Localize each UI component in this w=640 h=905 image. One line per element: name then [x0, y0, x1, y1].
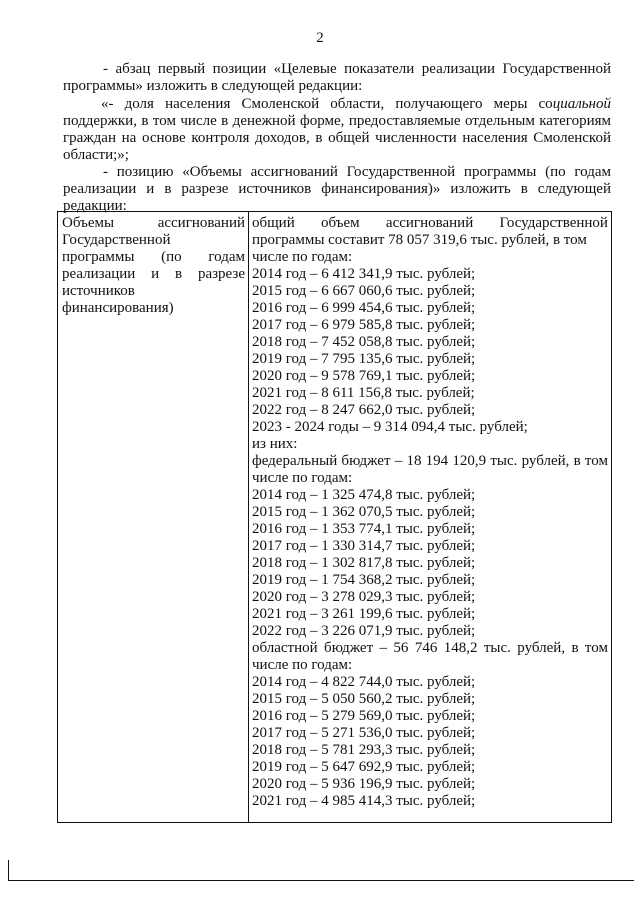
funding-table-value-cell: [249, 212, 611, 822]
footer-corner-mark: [8, 860, 9, 880]
federal-year-line: 2017 год – 1 330 314,7 тыс. рублей;: [252, 538, 476, 554]
page-number: 2: [316, 30, 324, 46]
total-by-year-list: [252, 266, 608, 436]
regional-year-line: 2017 год – 5 271 536,0 тыс. рублей;: [252, 725, 476, 741]
total-year-line: 2023 - 2024 годы – 9 314 094,4 тыс. рублей;: [252, 419, 528, 435]
total-year-line: 2016 год – 6 999 454,6 тыс. рублей;: [252, 300, 476, 316]
funding-label-line: [62, 266, 245, 283]
funding-table-label: [62, 215, 245, 317]
total-year-line: 2021 год – 8 611 156,8 тыс. рублей;: [252, 385, 475, 401]
total-header-first-line: [252, 215, 608, 232]
funding-label-word: финансирования): [62, 300, 174, 316]
total-header-word: общий: [252, 215, 295, 231]
regional-year-line: 2020 год – 5 936 196,9 тыс. рублей;: [252, 776, 476, 792]
funding-label-word: в: [175, 266, 183, 282]
funding-label-line: [62, 249, 245, 266]
federal-budget-header: федеральный бюджет – 18 194 120,9 тыс. рублей, в том числе по годам:: [252, 453, 608, 486]
footer-rule: [8, 880, 634, 881]
total-year-line: 2022 год – 8 247 662,0 тыс. рублей;: [252, 402, 476, 418]
quoted-text-plain: «- доля населения Смоленской области, получающего меры со: [101, 96, 553, 112]
total-year-line: 2019 год – 7 795 135,6 тыс. рублей;: [252, 351, 476, 367]
total-header-word: Государственной: [499, 215, 608, 231]
funding-table: [57, 211, 612, 823]
funding-label-line: [62, 283, 245, 300]
of-them-label: из них:: [252, 436, 298, 452]
total-year-line: 2020 год – 9 578 769,1 тыс. рублей;: [252, 368, 476, 384]
funding-label-word: ассигнований: [157, 215, 245, 231]
total-year-line: 2018 год – 7 452 058,8 тыс. рублей;: [252, 334, 476, 350]
amendment-quoted-text: [63, 96, 611, 164]
federal-year-line: 2019 год – 1 754 368,2 тыс. рублей;: [252, 572, 476, 588]
regional-year-line: 2019 год – 5 647 692,9 тыс. рублей;: [252, 759, 476, 775]
regional-year-line: 2014 год – 4 822 744,0 тыс. рублей;: [252, 674, 476, 690]
federal-year-line: 2021 год – 3 261 199,6 тыс. рублей;: [252, 606, 476, 622]
regional-year-line: 2021 год – 4 985 414,3 тыс. рублей;: [252, 793, 476, 809]
federal-year-line: 2014 год – 1 325 474,8 тыс. рублей;: [252, 487, 476, 503]
funding-label-line: [62, 215, 245, 232]
federal-year-line: 2015 год – 1 362 070,5 тыс. рублей;: [252, 504, 476, 520]
funding-label-word: программы: [62, 249, 135, 265]
funding-table-label-cell: [58, 212, 249, 822]
funding-label-word: годам: [208, 249, 245, 265]
amendment-paragraph-funding: - позицию «Объемы ассигнований Государственной программы (по годам реализации и в разрезе источников финансирования)» изложить в следующей редакции:: [63, 164, 611, 214]
funding-label-word: (по: [161, 249, 182, 265]
funding-label-word: разрезе: [197, 266, 245, 282]
total-header-word: объем: [321, 215, 360, 231]
funding-label-line: [62, 300, 245, 317]
quoted-text-italic: циальной: [552, 96, 611, 112]
amendment-paragraph-target-indicators: - абзац первый позиции «Целевые показатели реализации Государственной программы» изложить в следующей редакции:: [63, 61, 611, 94]
quoted-text-rest: поддержки, в том числе в денежной форме, предоставляемые отдельным категориям граждан на основе контроля доходов, в общей численности населения Смоленской области;»;: [63, 113, 611, 163]
regional-year-line: 2016 год – 5 279 569,0 тыс. рублей;: [252, 708, 476, 724]
funding-label-word: реализации: [62, 266, 136, 282]
funding-label-word: и: [151, 266, 160, 282]
total-header-word: ассигнований: [385, 215, 474, 231]
funding-label-word: Государственной: [62, 232, 171, 248]
federal-year-line: 2022 год – 3 226 071,9 тыс. рублей;: [252, 623, 476, 639]
federal-by-year-list: [252, 487, 608, 640]
federal-year-line: 2020 год – 3 278 029,3 тыс. рублей;: [252, 589, 476, 605]
funding-label-word: источников: [62, 283, 135, 299]
total-year-line: 2014 год – 6 412 341,9 тыс. рублей;: [252, 266, 476, 282]
regional-year-line: 2018 год – 5 781 293,3 тыс. рублей;: [252, 742, 476, 758]
regional-year-line: 2015 год – 5 050 560,2 тыс. рублей;: [252, 691, 476, 707]
regional-by-year-list: [252, 674, 608, 810]
federal-year-line: 2016 год – 1 353 774,1 тыс. рублей;: [252, 521, 476, 537]
total-header-rest: программы составит 78 057 319,6 тыс. рублей, в том числе по годам:: [252, 232, 587, 265]
total-year-line: 2015 год – 6 667 060,6 тыс. рублей;: [252, 283, 476, 299]
federal-year-line: 2018 год – 1 302 817,8 тыс. рублей;: [252, 555, 476, 571]
funding-label-word: Объемы: [62, 215, 115, 231]
regional-budget-header: областной бюджет – 56 746 148,2 тыс. рублей, в том числе по годам:: [252, 640, 608, 673]
total-year-line: 2017 год – 6 979 585,8 тыс. рублей;: [252, 317, 476, 333]
funding-label-line: [62, 232, 245, 249]
